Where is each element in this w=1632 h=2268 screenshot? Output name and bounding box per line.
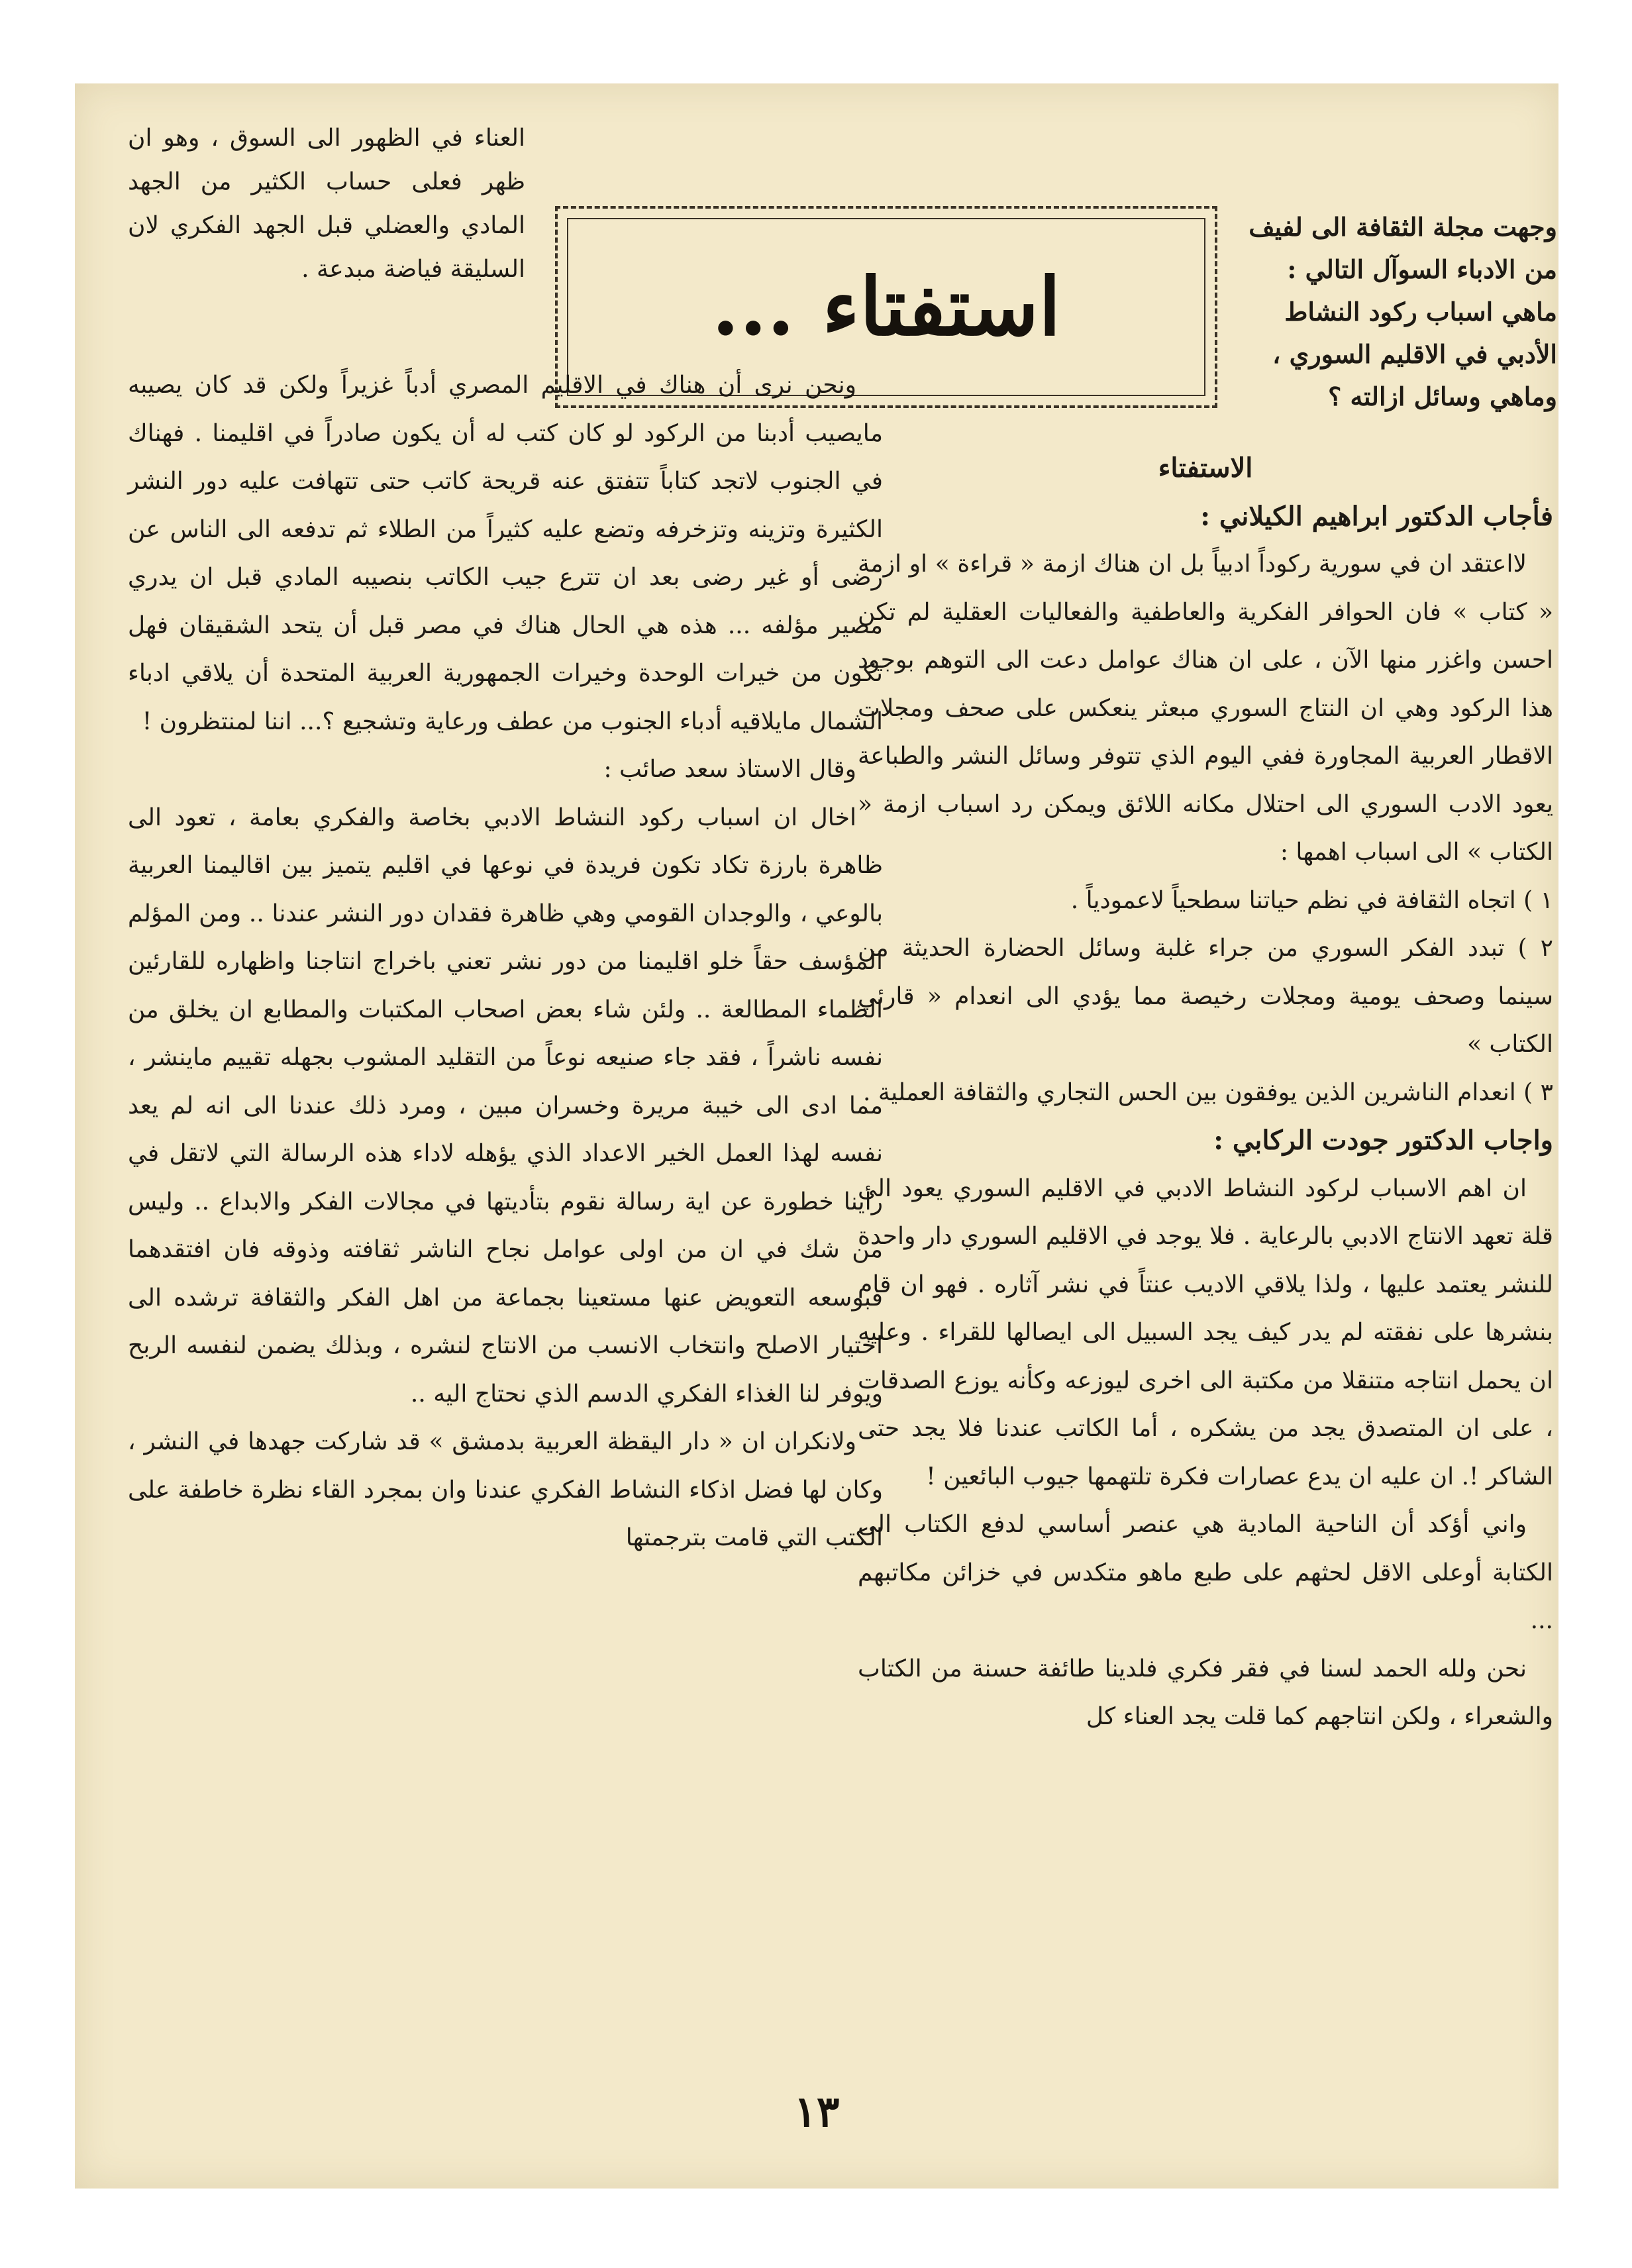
answer1-heading: فأجاب الدكتور ابراهيم الكيلاني : — [1200, 500, 1553, 532]
intro-question — [1226, 206, 1557, 418]
answer2-paragraph: نحن ولله الحمد لسنا في فقر فكري فلدينا طائفة حسنة من الكتاب والشعراء ، ولكن انتاجهم كما قلت يجد العناء كل — [858, 1655, 1553, 1730]
answer3-intro: وقال الاستاذ سعد صائب : — [603, 756, 856, 783]
body-paragraph: ونحن نرى أن هناك في الاقليم المصري أدباً غزيراً ولكن قد كان يصيبه مايصيب أدبنا من الركود لو كان كتب له أن يكون صادراً في اقليمنا . فهناك في الجنوب لاتجد كتاباً تتفتق عنه قريحة كاتب حتى تتهافت عليه دور النشر الكثيرة وتزينه وتزخرفه وتضع عليه كثيراً من الطلاء ثم تدفعه الى الناس عن رضى أو غير رضى بعد ان تترع جيب الكاتب بنصيبه المادي قبل ان يدري مصير مؤلفه ... هذه هي الحال هناك في مصر قبل أن يتحد الشقيقان فهل تكون من خيرات الوحدة وخيرات الجمهورية العربية المتحدة أن يلاقي ادباء الشمال مايلاقيه أدباء الجنوب من عطف ورعاية وتشجيع ؟... اننا لمنتظرون ! — [128, 372, 883, 735]
body-paragraph: اخال ان اسباب ركود النشاط الادبي بخاصة والفكري بعامة ، تعود الى ظاهرة بارزة تكاد تكون فريدة في نوعها في اقليم يتميز بين اقاليمنا العربية بالوعي ، والوجدان القومي وهي ظاهرة فقدان دور النشر عندنا .. ومن المؤلم المؤسف حقاً خلو اقليمنا من دور نشر تعني باخراج انتاجنا واظهاره للقارئين الظماء المطالعة .. ولئن شاء بعض اصحاب المكتبات والمطابع ان يخلق من نفسه ناشراً ، فقد جاء صنيعه نوعاً من التقليد المشوب بجهله تقييم ماينشر ، مما ادى الى خيبة مريرة وخسران مبين ، ومرد ذلك عندنا الى انه لم يعد نفسه لهذا العمل الخير الاعداد الذي يؤهله لاداء هذه الرسالة التي لاتقل في رأينا خطورة عن اية رسالة نقوم بتأديتها في مجالات الفكر والابداع .. وليس من شك في ان من اولى عوامل نجاح الناشر ثقافته وذوقه فان افتقدهما فبوسعه التعويض عنها مستعينا بجماعة من اهل الفكر والثقافة ترشده الى اختيار الاصلح وانتخاب الانسب من الانتاج لنشره ، وبذلك يضمن لنفسه الربح ويوفر لنا الغذاء الفكري الدسم الذي نحتاج اليه .. — [128, 803, 884, 1408]
magazine-page — [75, 83, 1558, 2189]
intro-line: من الادباء السوآل التالي : — [1287, 254, 1557, 284]
answer1-text: لااعتقد ان في سورية ركوداً ادبياً بل ان هناك ازمة « قراءة » او ازمة « كتاب » فان الحوافر الفكرية والعاطفية والفعاليات العقلية لم تكن احسن واغزر منها الآن ، على ان هناك عوامل دعت الى التوهم بوجود هذا الركود وهي ان النتاج السوري مبعثر ينعكس على صحف ومجلات الاقطار العربية المجاورة ففي اليوم الذي تتوفر وسائل النشر والطباعة يعود الادب السوري الى احتلال مكانه اللائق ويمكن رد اسباب ازمة « الكتاب » الى اسباب اهمها : — [858, 550, 1553, 866]
answer2-heading: واجاب الدكتور جودت الركابي : — [1213, 1125, 1553, 1156]
body-paragraph: ولانكران ان « دار اليقظة العربية بدمشق » قد شاركت جهدها في النشر ، وكان لها فضل اذكاء النشاط الفكري عندنا وان بمجرد القاء نظرة خاطفة على الكتب التي قامت بترجمتها — [128, 1428, 883, 1551]
page-title: استفتاء ... — [711, 260, 1061, 354]
left-column — [128, 362, 883, 1563]
right-column — [858, 444, 1553, 1741]
list-item: ٢ ) تبدد الفكر السوري من جراء غلبة وسائل الحضارة الحديثة من سينما وصحف يومية ومجلات رخيصة مما يؤدي الى انعدام « قارئي الكتاب » — [858, 935, 1553, 1058]
list-item: ٣ ) انعدام الناشرين الذين يوفقون بين الحس التجاري والثقافة العملية . — [862, 1078, 1553, 1106]
intro-line: وجهت مجلة الثقافة الى لفيف — [1249, 212, 1557, 242]
continued-paragraph: العناء في الظهور الى السوق ، وهو ان ظهر فعلى حساب الكثير من الجهد المادي والعضلي قبل الجهد الفكري لان السليقة فياضة مبدعة . — [128, 125, 525, 283]
reasons-list — [858, 877, 1553, 1117]
left-column-top — [128, 117, 525, 291]
intro-line: وماهي وسائل ازالته ؟ — [1328, 382, 1557, 411]
intro-line: الأدبي في الاقليم السوري ، — [1272, 339, 1557, 369]
answer2-paragraph: ان اهم الاسباب لركود النشاط الادبي في الاقليم السوري يعود الى قلة تعهد الانتاج الادبي بالرعاية . فلا يوجد في الاقليم السوري دار واحدة للنشر يعتمد عليها ، ولذا يلاقي الاديب عنتاً في نشر آثاره . فهو ان قام بنشرها على نفقته لم يدر كيف يجد السبيل الى ايصالها للقراء . وعليه ان يحمل انتاجه متنقلا من مكتبة الى اخرى ليوزعه وكأنه يوزع الصدقات ، على ان المتصدق يجد من يشكره ، أما الكاتب عندنا فلا يجد حتى الشاكر !. ان عليه ان يدع عصارات فكرة تلتهمها جيوب البائعين ! — [858, 1174, 1553, 1490]
section-heading: الاستفتاء — [1158, 452, 1253, 484]
intro-line: ماهي اسباب ركود النشاط — [1284, 297, 1557, 327]
list-item: ١ ) اتجاه الثقافة في نظم حياتنا سطحياً لاعمودياً . — [1070, 886, 1553, 914]
page-number: ١٣ — [793, 2087, 840, 2137]
answer2-paragraph: واني أؤكد أن الناحية المادية هي عنصر أساسي لدفع الكتاب الى الكتابة أوعلى الاقل لحثهم على طبع ماهو متكدس في خزائن مكاتبهم ... — [858, 1511, 1553, 1634]
